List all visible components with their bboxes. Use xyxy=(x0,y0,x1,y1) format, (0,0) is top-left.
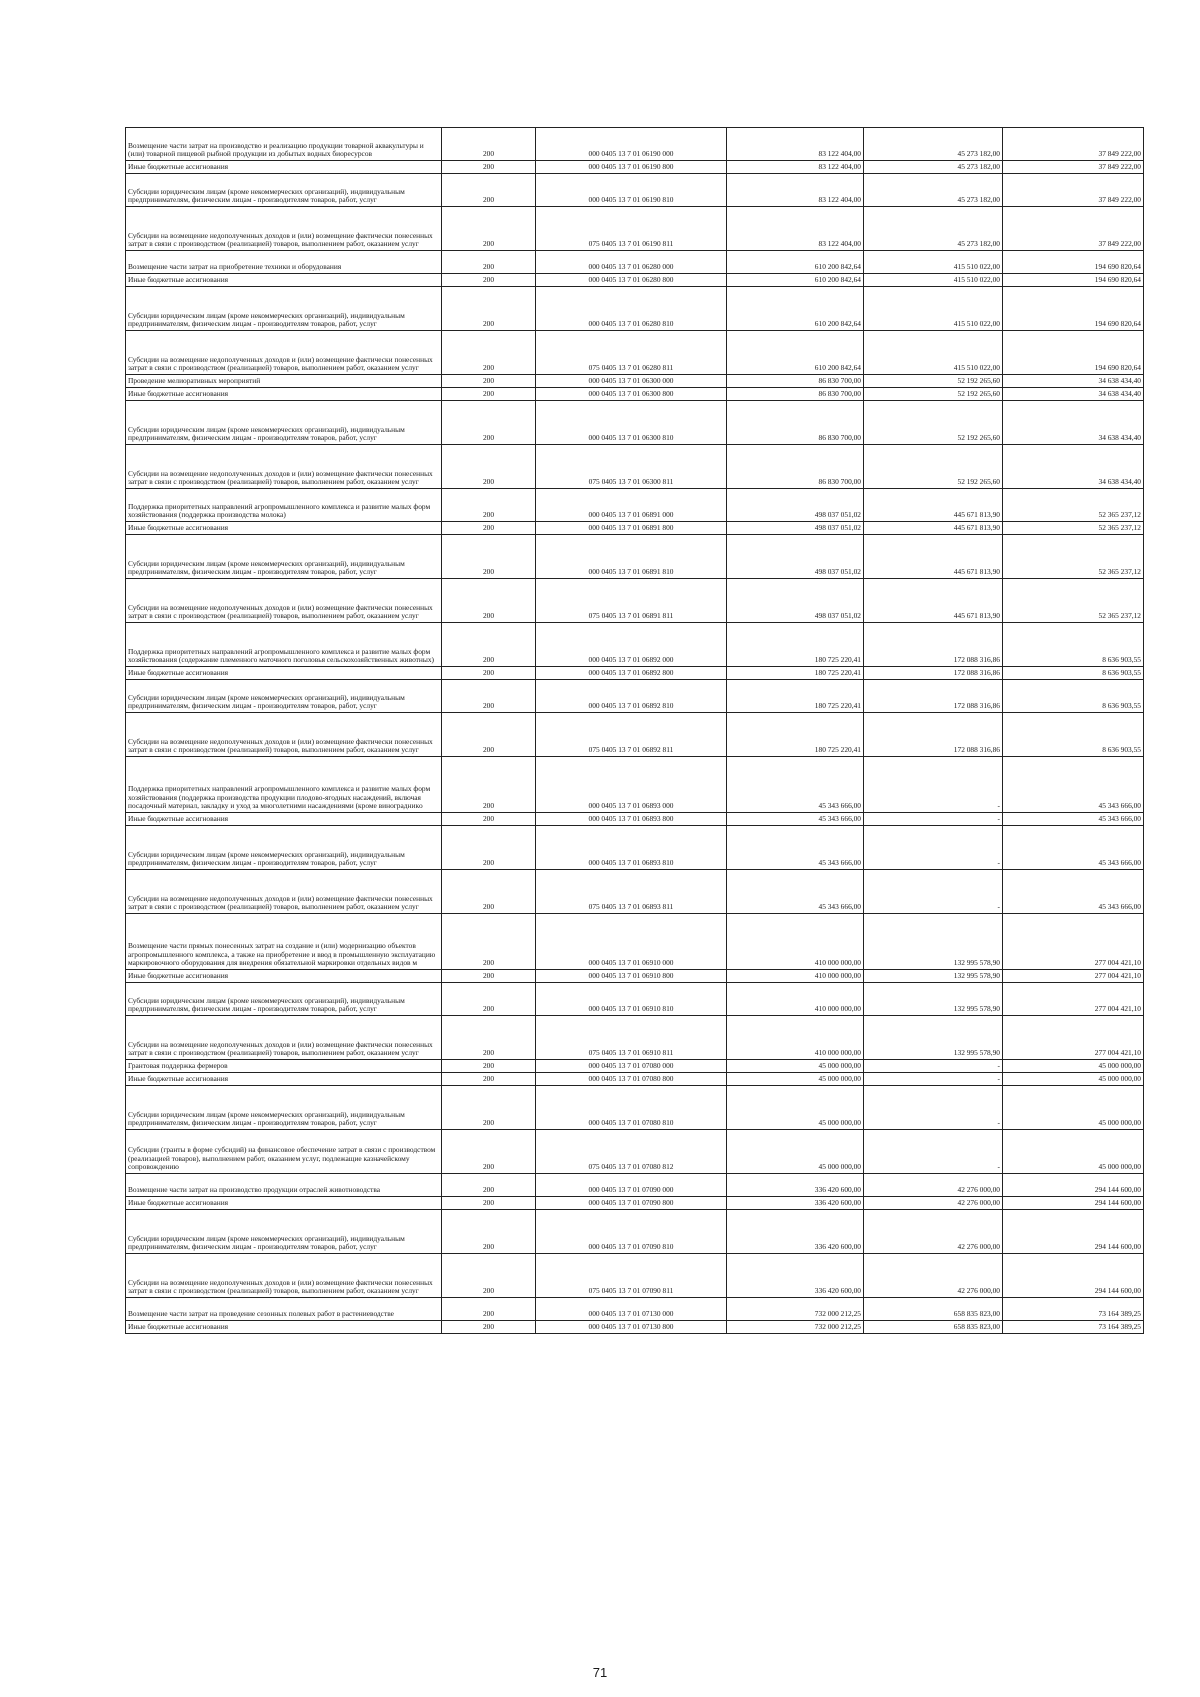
table-row xyxy=(126,1210,1144,1254)
row-approved-amount: 83 122 404,00 xyxy=(727,207,864,251)
row-unexecuted-amount: 34 638 434,40 xyxy=(1003,375,1144,388)
row-unexecuted-amount: 45 000 000,00 xyxy=(1003,1073,1144,1086)
row-budget-code: 000 0405 13 7 01 07090 000 xyxy=(536,1174,727,1197)
table-row xyxy=(126,757,1144,813)
row-code: 200 xyxy=(442,207,536,251)
row-budget-code: 075 0405 13 7 01 06910 811 xyxy=(536,1016,727,1060)
row-name: Субсидии юридическим лицам (кроме некоммерческих организаций), индивидуальным предпринимателям, физическим лицам - производителям товаров, работ, услуг xyxy=(126,287,442,331)
row-code: 200 xyxy=(442,757,536,813)
row-budget-code: 075 0405 13 7 01 06893 811 xyxy=(536,870,727,914)
row-unexecuted-amount: 37 849 222,00 xyxy=(1003,128,1144,161)
row-approved-amount: 410 000 000,00 xyxy=(727,970,864,983)
row-code: 200 xyxy=(442,813,536,826)
row-code: 200 xyxy=(442,870,536,914)
row-code: 200 xyxy=(442,1174,536,1197)
row-unexecuted-amount: 277 004 421,10 xyxy=(1003,983,1144,1016)
table-row xyxy=(126,207,1144,251)
table-row xyxy=(126,174,1144,207)
row-name: Возмещение части затрат на приобретение техники и оборудования xyxy=(126,251,442,274)
row-code: 200 xyxy=(442,287,536,331)
row-executed-amount: 172 088 316,86 xyxy=(864,623,1003,667)
row-name: Возмещение части затрат на производство продукции отраслей животноводства xyxy=(126,1174,442,1197)
row-unexecuted-amount: 294 144 600,00 xyxy=(1003,1174,1144,1197)
row-unexecuted-amount: 37 849 222,00 xyxy=(1003,161,1144,174)
row-approved-amount: 410 000 000,00 xyxy=(727,1016,864,1060)
row-budget-code: 000 0405 13 7 01 06190 810 xyxy=(536,174,727,207)
row-approved-amount: 336 420 600,00 xyxy=(727,1210,864,1254)
row-approved-amount: 45 343 666,00 xyxy=(727,826,864,870)
table-row xyxy=(126,1298,1144,1321)
row-name: Поддержка приоритетных направлений агропромышленного комплекса и развитие малых форм хозяйствования (содержание племенного маточного поголовья сельскохозяйственных животных) xyxy=(126,623,442,667)
table-row xyxy=(126,1197,1144,1210)
row-code: 200 xyxy=(442,522,536,535)
row-budget-code: 000 0405 13 7 01 06893 800 xyxy=(536,813,727,826)
row-unexecuted-amount: 45 000 000,00 xyxy=(1003,1130,1144,1174)
row-unexecuted-amount: 45 343 666,00 xyxy=(1003,870,1144,914)
row-name: Субсидии на возмещение недополученных доходов и (или) возмещение фактически понесенных затрат в связи с производством (реализацией) товаров, выполнением работ, оказанием услуг xyxy=(126,713,442,757)
row-code: 200 xyxy=(442,970,536,983)
row-name: Субсидии на возмещение недополученных доходов и (или) возмещение фактически понесенных затрат в связи с производством (реализацией) товаров, выполнением работ, оказанием услуг xyxy=(126,207,442,251)
table-row xyxy=(126,667,1144,680)
row-code: 200 xyxy=(442,1086,536,1130)
row-approved-amount: 610 200 842,64 xyxy=(727,331,864,375)
row-executed-amount: 415 510 022,00 xyxy=(864,287,1003,331)
row-unexecuted-amount: 37 849 222,00 xyxy=(1003,207,1144,251)
row-approved-amount: 336 420 600,00 xyxy=(727,1197,864,1210)
row-name: Субсидии на возмещение недополученных доходов и (или) возмещение фактически понесенных затрат в связи с производством (реализацией) товаров, выполнением работ, оказанием услуг xyxy=(126,445,442,489)
row-budget-code: 000 0405 13 7 01 06300 000 xyxy=(536,375,727,388)
row-budget-code: 000 0405 13 7 01 06910 800 xyxy=(536,970,727,983)
row-unexecuted-amount: 8 636 903,55 xyxy=(1003,713,1144,757)
row-code: 200 xyxy=(442,1016,536,1060)
row-name: Иные бюджетные ассигнования xyxy=(126,1321,442,1334)
row-budget-code: 000 0405 13 7 01 06891 800 xyxy=(536,522,727,535)
table-row xyxy=(126,401,1144,445)
row-unexecuted-amount: 8 636 903,55 xyxy=(1003,680,1144,713)
row-approved-amount: 45 343 666,00 xyxy=(727,870,864,914)
row-approved-amount: 498 037 051,02 xyxy=(727,535,864,579)
table-row xyxy=(126,445,1144,489)
row-name: Субсидии юридическим лицам (кроме некоммерческих организаций), индивидуальным предпринимателям, физическим лицам - производителям товаров, работ, услуг xyxy=(126,1210,442,1254)
table-row xyxy=(126,870,1144,914)
row-budget-code: 000 0405 13 7 01 07090 800 xyxy=(536,1197,727,1210)
row-code: 200 xyxy=(442,1060,536,1073)
table-row xyxy=(126,914,1144,970)
row-code: 200 xyxy=(442,375,536,388)
table-row xyxy=(126,1073,1144,1086)
row-executed-amount: 42 276 000,00 xyxy=(864,1254,1003,1298)
row-unexecuted-amount: 34 638 434,40 xyxy=(1003,445,1144,489)
row-unexecuted-amount: 8 636 903,55 xyxy=(1003,623,1144,667)
row-budget-code: 000 0405 13 7 01 06300 800 xyxy=(536,388,727,401)
row-name: Субсидии на возмещение недополученных доходов и (или) возмещение фактически понесенных затрат в связи с производством (реализацией) товаров, выполнением работ, оказанием услуг xyxy=(126,1016,442,1060)
row-approved-amount: 180 725 220,41 xyxy=(727,623,864,667)
row-name: Субсидии на возмещение недополученных доходов и (или) возмещение фактически понесенных затрат в связи с производством (реализацией) товаров, выполнением работ, оказанием услуг xyxy=(126,870,442,914)
row-approved-amount: 86 830 700,00 xyxy=(727,375,864,388)
row-code: 200 xyxy=(442,667,536,680)
row-executed-amount: 415 510 022,00 xyxy=(864,251,1003,274)
row-name: Иные бюджетные ассигнования xyxy=(126,1073,442,1086)
row-unexecuted-amount: 277 004 421,10 xyxy=(1003,970,1144,983)
table-row xyxy=(126,813,1144,826)
row-name: Поддержка приоритетных направлений агропромышленного комплекса и развитие малых форм хозяйствования (поддержка производства продукции плодово-ягодных насаждений, включая посадочный материал, закладку и уход за многолетними насаждениями (кроме виноградникo xyxy=(126,757,442,813)
row-unexecuted-amount: 277 004 421,10 xyxy=(1003,914,1144,970)
table-row xyxy=(126,983,1144,1016)
row-unexecuted-amount: 73 164 389,25 xyxy=(1003,1321,1144,1334)
row-approved-amount: 498 037 051,02 xyxy=(727,579,864,623)
row-budget-code: 000 0405 13 7 01 06910 810 xyxy=(536,983,727,1016)
row-executed-amount: 172 088 316,86 xyxy=(864,713,1003,757)
row-executed-amount: - xyxy=(864,1073,1003,1086)
row-executed-amount: 52 192 265,60 xyxy=(864,401,1003,445)
row-name: Субсидии на возмещение недополученных доходов и (или) возмещение фактически понесенных затрат в связи с производством (реализацией) товаров, выполнением работ, оказанием услуг xyxy=(126,331,442,375)
row-executed-amount: - xyxy=(864,826,1003,870)
row-unexecuted-amount: 277 004 421,10 xyxy=(1003,1016,1144,1060)
row-executed-amount: 52 192 265,60 xyxy=(864,445,1003,489)
row-budget-code: 000 0405 13 7 01 06280 810 xyxy=(536,287,727,331)
table-row xyxy=(126,1254,1144,1298)
row-name: Субсидии юридическим лицам (кроме некоммерческих организаций), индивидуальным предпринимателям, физическим лицам - производителям товаров, работ, услуг xyxy=(126,174,442,207)
row-executed-amount: 445 671 813,90 xyxy=(864,489,1003,522)
row-budget-code: 000 0405 13 7 01 06300 810 xyxy=(536,401,727,445)
row-name: Грантовая поддержка фермеров xyxy=(126,1060,442,1073)
row-executed-amount: 172 088 316,86 xyxy=(864,667,1003,680)
row-code: 200 xyxy=(442,535,536,579)
table-row xyxy=(126,535,1144,579)
row-unexecuted-amount: 294 144 600,00 xyxy=(1003,1197,1144,1210)
row-name: Иные бюджетные ассигнования xyxy=(126,274,442,287)
row-unexecuted-amount: 194 690 820,64 xyxy=(1003,331,1144,375)
row-unexecuted-amount: 45 343 666,00 xyxy=(1003,813,1144,826)
table-row xyxy=(126,388,1144,401)
row-approved-amount: 45 000 000,00 xyxy=(727,1086,864,1130)
row-budget-code: 000 0405 13 7 01 06892 810 xyxy=(536,680,727,713)
table-row xyxy=(126,1086,1144,1130)
row-code: 200 xyxy=(442,161,536,174)
table-row xyxy=(126,128,1144,161)
row-unexecuted-amount: 73 164 389,25 xyxy=(1003,1298,1144,1321)
row-unexecuted-amount: 8 636 903,55 xyxy=(1003,667,1144,680)
row-code: 200 xyxy=(442,331,536,375)
row-unexecuted-amount: 45 000 000,00 xyxy=(1003,1060,1144,1073)
table-row xyxy=(126,1130,1144,1174)
row-code: 200 xyxy=(442,401,536,445)
row-budget-code: 000 0405 13 7 01 06893 000 xyxy=(536,757,727,813)
row-budget-code: 075 0405 13 7 01 06190 811 xyxy=(536,207,727,251)
row-name: Возмещение части прямых понесенных затрат на создание и (или) модернизацию объектов агропромышленного комплекса, а также на приобретение и ввод в промышленную эксплуатацию маркировочного оборудования для внедрения обязательной маркировки отдельных видов м xyxy=(126,914,442,970)
budget-execution-table xyxy=(125,127,1144,1334)
row-unexecuted-amount: 34 638 434,40 xyxy=(1003,401,1144,445)
row-code: 200 xyxy=(442,1073,536,1086)
row-name: Иные бюджетные ассигнования xyxy=(126,667,442,680)
row-budget-code: 000 0405 13 7 01 06190 800 xyxy=(536,161,727,174)
row-approved-amount: 86 830 700,00 xyxy=(727,445,864,489)
row-executed-amount: 45 273 182,00 xyxy=(864,161,1003,174)
row-code: 200 xyxy=(442,623,536,667)
row-code: 200 xyxy=(442,983,536,1016)
row-budget-code: 075 0405 13 7 01 06280 811 xyxy=(536,331,727,375)
row-unexecuted-amount: 34 638 434,40 xyxy=(1003,388,1144,401)
row-name: Возмещение части затрат на проведение сезонных полевых работ в растениеводстве xyxy=(126,1298,442,1321)
row-executed-amount: 445 671 813,90 xyxy=(864,535,1003,579)
row-approved-amount: 498 037 051,02 xyxy=(727,522,864,535)
row-name: Иные бюджетные ассигнования xyxy=(126,970,442,983)
row-approved-amount: 45 000 000,00 xyxy=(727,1130,864,1174)
row-code: 200 xyxy=(442,713,536,757)
table-body xyxy=(126,128,1144,1334)
table-row xyxy=(126,331,1144,375)
row-code: 200 xyxy=(442,1321,536,1334)
row-code: 200 xyxy=(442,1197,536,1210)
row-approved-amount: 45 343 666,00 xyxy=(727,813,864,826)
row-budget-code: 075 0405 13 7 01 06891 811 xyxy=(536,579,727,623)
row-name: Иные бюджетные ассигнования xyxy=(126,1197,442,1210)
row-code: 200 xyxy=(442,445,536,489)
row-name: Иные бюджетные ассигнования xyxy=(126,161,442,174)
row-code: 200 xyxy=(442,251,536,274)
row-approved-amount: 610 200 842,64 xyxy=(727,287,864,331)
row-executed-amount: - xyxy=(864,757,1003,813)
row-code: 200 xyxy=(442,1130,536,1174)
row-unexecuted-amount: 45 343 666,00 xyxy=(1003,826,1144,870)
row-executed-amount: 415 510 022,00 xyxy=(864,331,1003,375)
row-code: 200 xyxy=(442,826,536,870)
table-row xyxy=(126,1174,1144,1197)
row-executed-amount: 45 273 182,00 xyxy=(864,174,1003,207)
table-row xyxy=(126,251,1144,274)
row-budget-code: 000 0405 13 7 01 06891 810 xyxy=(536,535,727,579)
row-approved-amount: 610 200 842,64 xyxy=(727,251,864,274)
row-unexecuted-amount: 52 365 237,12 xyxy=(1003,489,1144,522)
row-unexecuted-amount: 52 365 237,12 xyxy=(1003,522,1144,535)
table-row xyxy=(126,1060,1144,1073)
row-code: 200 xyxy=(442,579,536,623)
table-row xyxy=(126,274,1144,287)
row-budget-code: 000 0405 13 7 01 06280 000 xyxy=(536,251,727,274)
row-unexecuted-amount: 294 144 600,00 xyxy=(1003,1254,1144,1298)
row-budget-code: 000 0405 13 7 01 07080 000 xyxy=(536,1060,727,1073)
row-executed-amount: 658 835 823,00 xyxy=(864,1298,1003,1321)
row-unexecuted-amount: 45 343 666,00 xyxy=(1003,757,1144,813)
row-budget-code: 075 0405 13 7 01 06300 811 xyxy=(536,445,727,489)
row-executed-amount: - xyxy=(864,1130,1003,1174)
row-budget-code: 000 0405 13 7 01 06892 800 xyxy=(536,667,727,680)
row-budget-code: 000 0405 13 7 01 07080 810 xyxy=(536,1086,727,1130)
row-approved-amount: 336 420 600,00 xyxy=(727,1254,864,1298)
row-approved-amount: 732 000 212,25 xyxy=(727,1298,864,1321)
table-row xyxy=(126,1016,1144,1060)
table-row xyxy=(126,161,1144,174)
page-number: 71 xyxy=(592,1665,608,1680)
row-executed-amount: - xyxy=(864,1060,1003,1073)
row-code: 200 xyxy=(442,680,536,713)
row-budget-code: 000 0405 13 7 01 06190 000 xyxy=(536,128,727,161)
row-approved-amount: 410 000 000,00 xyxy=(727,983,864,1016)
row-budget-code: 075 0405 13 7 01 06892 811 xyxy=(536,713,727,757)
row-approved-amount: 45 000 000,00 xyxy=(727,1060,864,1073)
row-executed-amount: 42 276 000,00 xyxy=(864,1210,1003,1254)
row-executed-amount: 42 276 000,00 xyxy=(864,1174,1003,1197)
row-name: Субсидии юридическим лицам (кроме некоммерческих организаций), индивидуальным предпринимателям, физическим лицам - производителям товаров, работ, услуг xyxy=(126,826,442,870)
row-approved-amount: 83 122 404,00 xyxy=(727,174,864,207)
row-approved-amount: 45 343 666,00 xyxy=(727,757,864,813)
table-row xyxy=(126,579,1144,623)
row-code: 200 xyxy=(442,914,536,970)
row-budget-code: 000 0405 13 7 01 07090 810 xyxy=(536,1210,727,1254)
row-name: Субсидии на возмещение недополученных доходов и (или) возмещение фактически понесенных затрат в связи с производством (реализацией) товаров, выполнением работ, оказанием услуг xyxy=(126,1254,442,1298)
row-budget-code: 000 0405 13 7 01 06892 000 xyxy=(536,623,727,667)
row-executed-amount: 132 995 578,90 xyxy=(864,1016,1003,1060)
row-name: Субсидии юридическим лицам (кроме некоммерческих организаций), индивидуальным предпринимателям, физическим лицам - производителям товаров, работ, услуг xyxy=(126,983,442,1016)
row-name: Субсидии юридическим лицам (кроме некоммерческих организаций), индивидуальным предпринимателям, физическим лицам - производителям товаров, работ, услуг xyxy=(126,535,442,579)
row-name: Возмещение части затрат на производство и реализацию продукции товарной аквакультуры и (или) товарной пищевой рыбной продукции из добытых водных биоресурсов xyxy=(126,128,442,161)
table-row xyxy=(126,489,1144,522)
row-budget-code: 000 0405 13 7 01 06891 000 xyxy=(536,489,727,522)
row-code: 200 xyxy=(442,489,536,522)
row-code: 200 xyxy=(442,128,536,161)
row-approved-amount: 45 000 000,00 xyxy=(727,1073,864,1086)
row-budget-code: 000 0405 13 7 01 06910 000 xyxy=(536,914,727,970)
table-row xyxy=(126,522,1144,535)
row-approved-amount: 180 725 220,41 xyxy=(727,713,864,757)
row-executed-amount: 415 510 022,00 xyxy=(864,274,1003,287)
row-executed-amount: 45 273 182,00 xyxy=(864,128,1003,161)
row-budget-code: 075 0405 13 7 01 07080 812 xyxy=(536,1130,727,1174)
row-name: Субсидии (гранты в форме субсидий) на финансовое обеспечение затрат в связи с производством (реализацией товаров), выполнением работ, оказанием услуг, подлежащие казначейскому сопровождению xyxy=(126,1130,442,1174)
row-name: Иные бюджетные ассигнования xyxy=(126,388,442,401)
row-code: 200 xyxy=(442,1210,536,1254)
row-approved-amount: 410 000 000,00 xyxy=(727,914,864,970)
row-code: 200 xyxy=(442,1298,536,1321)
row-approved-amount: 86 830 700,00 xyxy=(727,401,864,445)
row-budget-code: 075 0405 13 7 01 07090 811 xyxy=(536,1254,727,1298)
row-approved-amount: 610 200 842,64 xyxy=(727,274,864,287)
row-approved-amount: 86 830 700,00 xyxy=(727,388,864,401)
row-unexecuted-amount: 194 690 820,64 xyxy=(1003,251,1144,274)
row-budget-code: 000 0405 13 7 01 07130 800 xyxy=(536,1321,727,1334)
row-executed-amount: 132 995 578,90 xyxy=(864,914,1003,970)
row-approved-amount: 180 725 220,41 xyxy=(727,680,864,713)
row-unexecuted-amount: 52 365 237,12 xyxy=(1003,535,1144,579)
table-row xyxy=(126,826,1144,870)
row-unexecuted-amount: 52 365 237,12 xyxy=(1003,579,1144,623)
row-approved-amount: 732 000 212,25 xyxy=(727,1321,864,1334)
row-executed-amount: - xyxy=(864,813,1003,826)
row-executed-amount: 132 995 578,90 xyxy=(864,983,1003,1016)
row-name: Проведение мелиоративных мероприятий xyxy=(126,375,442,388)
row-code: 200 xyxy=(442,1254,536,1298)
row-executed-amount: 445 671 813,90 xyxy=(864,522,1003,535)
row-approved-amount: 83 122 404,00 xyxy=(727,161,864,174)
row-name: Иные бюджетные ассигнования xyxy=(126,813,442,826)
row-name: Иные бюджетные ассигнования xyxy=(126,522,442,535)
row-unexecuted-amount: 45 000 000,00 xyxy=(1003,1086,1144,1130)
row-executed-amount: 45 273 182,00 xyxy=(864,207,1003,251)
budget-sheet xyxy=(125,127,1143,1334)
row-executed-amount: 132 995 578,90 xyxy=(864,970,1003,983)
table-row xyxy=(126,970,1144,983)
row-budget-code: 000 0405 13 7 01 06280 800 xyxy=(536,274,727,287)
row-name: Субсидии юридическим лицам (кроме некоммерческих организаций), индивидуальным предпринимателям, физическим лицам - производителям товаров, работ, услуг xyxy=(126,1086,442,1130)
row-unexecuted-amount: 194 690 820,64 xyxy=(1003,287,1144,331)
row-executed-amount: 52 192 265,60 xyxy=(864,388,1003,401)
row-approved-amount: 83 122 404,00 xyxy=(727,128,864,161)
row-executed-amount: 172 088 316,86 xyxy=(864,680,1003,713)
row-code: 200 xyxy=(442,174,536,207)
row-code: 200 xyxy=(442,388,536,401)
row-executed-amount: 52 192 265,60 xyxy=(864,375,1003,388)
row-unexecuted-amount: 194 690 820,64 xyxy=(1003,274,1144,287)
table-row xyxy=(126,623,1144,667)
row-unexecuted-amount: 37 849 222,00 xyxy=(1003,174,1144,207)
row-budget-code: 000 0405 13 7 01 07080 800 xyxy=(536,1073,727,1086)
row-approved-amount: 336 420 600,00 xyxy=(727,1174,864,1197)
table-row xyxy=(126,1321,1144,1334)
row-name: Субсидии на возмещение недополученных доходов и (или) возмещение фактически понесенных затрат в связи с производством (реализацией) товаров, выполнением работ, оказанием услуг xyxy=(126,579,442,623)
table-row xyxy=(126,287,1144,331)
row-unexecuted-amount: 294 144 600,00 xyxy=(1003,1210,1144,1254)
row-approved-amount: 180 725 220,41 xyxy=(727,667,864,680)
row-code: 200 xyxy=(442,274,536,287)
row-approved-amount: 498 037 051,02 xyxy=(727,489,864,522)
row-executed-amount: 658 835 823,00 xyxy=(864,1321,1003,1334)
row-budget-code: 000 0405 13 7 01 06893 810 xyxy=(536,826,727,870)
table-row xyxy=(126,375,1144,388)
table-row xyxy=(126,713,1144,757)
row-executed-amount: 42 276 000,00 xyxy=(864,1197,1003,1210)
row-executed-amount: - xyxy=(864,870,1003,914)
row-name: Субсидии юридическим лицам (кроме некоммерческих организаций), индивидуальным предпринимателям, физическим лицам - производителям товаров, работ, услуг xyxy=(126,401,442,445)
row-executed-amount: - xyxy=(864,1086,1003,1130)
row-name: Поддержка приоритетных направлений агропромышленного комплекса и развитие малых форм хозяйствования (поддержка производства молока) xyxy=(126,489,442,522)
row-executed-amount: 445 671 813,90 xyxy=(864,579,1003,623)
row-name: Субсидии юридическим лицам (кроме некоммерческих организаций), индивидуальным предпринимателям, физическим лицам - производителям товаров, работ, услуг xyxy=(126,680,442,713)
table-row xyxy=(126,680,1144,713)
row-budget-code: 000 0405 13 7 01 07130 000 xyxy=(536,1298,727,1321)
